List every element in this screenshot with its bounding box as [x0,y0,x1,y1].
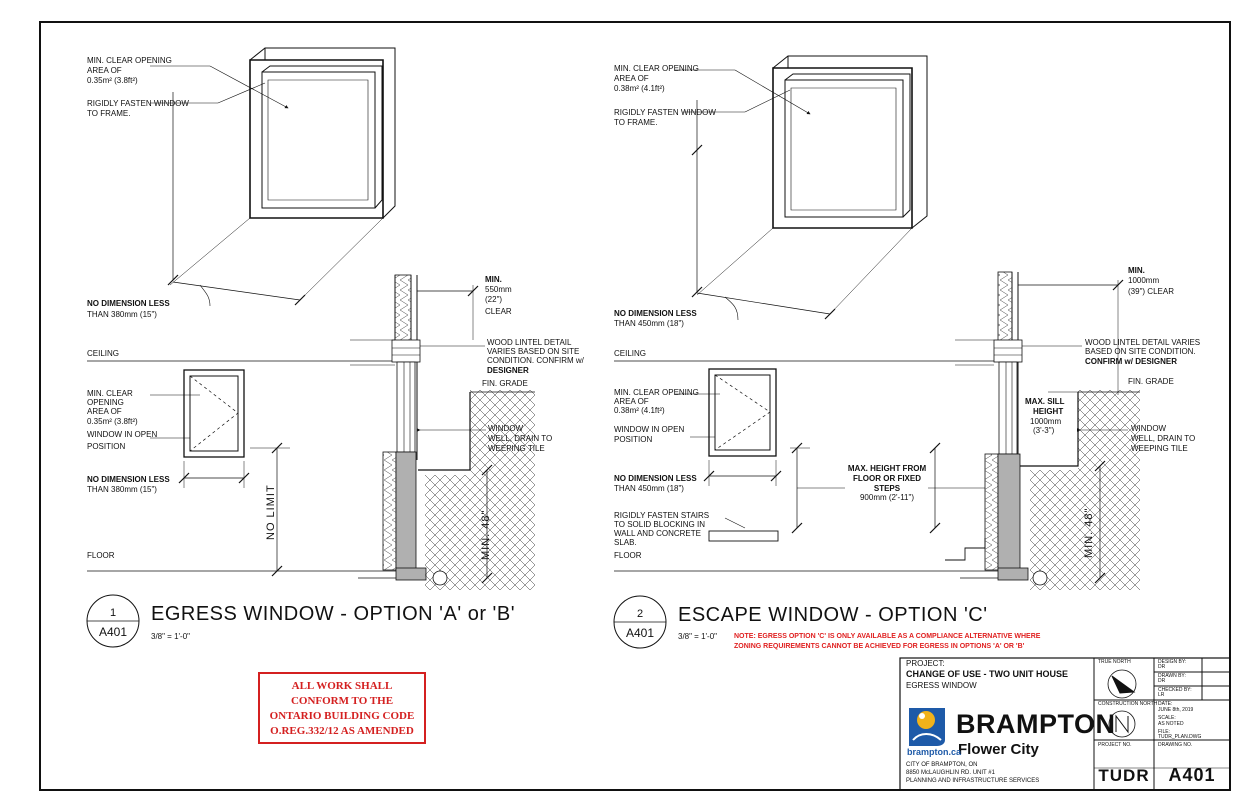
iso-note-a-3: 0.35m² (3.8ft²) [87,76,138,85]
elev-note-a-4: 0.35m² (3.8ft²) [87,417,138,426]
project-line-1: CHANGE OF USE - TWO UNIT HOUSE [906,669,1068,679]
compliance-notice [258,672,426,744]
well-c-2: WELL, DRAIN TO [1131,434,1196,443]
compliance-line-3: ONTARIO BUILDING CODE [269,710,415,722]
elev-note-c-3: 0.38m² (4.1ft²) [614,406,665,415]
detail-title-a: EGRESS WINDOW - OPTION 'A' or 'B' [151,603,516,625]
iso-note-a-1: MIN. CLEAR OPENING [87,56,172,65]
detail-scale-c: 3/8" = 1'-0" [678,632,718,641]
address-line-3: PLANNING AND INFRASTRUCTURE SERVICES [906,778,1040,784]
tb-label-drawn: DRAWN BY: [1158,673,1186,679]
stairs-note-4: SLAB. [614,538,637,547]
ceiling-label-a: CEILING [87,349,120,358]
no-dim-c-iso-1: NO DIMENSION LESS [614,309,697,318]
iso-note-a-5: TO FRAME. [87,109,131,118]
min-clear-c-3: (39") CLEAR [1128,287,1174,296]
no-dim-c-iso-2: THAN 450mm (18") [614,319,684,328]
tb-label-scale: SCALE: [1158,715,1176,721]
elev-note-c-2: AREA OF [614,397,649,406]
iso-note-c-1: MIN. CLEAR OPENING [614,64,699,73]
max-floor-1: MAX. HEIGHT FROM [847,464,927,473]
well-a-1: WINDOW [488,424,524,433]
elev-note-a-6: POSITION [87,442,126,451]
elev-note-a-5: WINDOW IN OPEN [87,430,158,439]
window-iso-c [773,56,927,228]
detail-sheet-c: A401 [625,626,655,640]
min-clear-a-4: CLEAR [485,307,512,316]
detail-number-a: 1 [109,607,117,619]
detail-a [87,48,585,647]
address-line-1: CITY OF BRAMPTON, ON [906,762,978,768]
no-limit-label: NO LIMIT [265,484,277,540]
no-dim-c-elev-1: NO DIMENSION LESS [614,474,697,483]
stairs-note-1: RIGIDLY FASTEN STAIRS [614,511,710,520]
wall-section-a [350,275,426,580]
no-dim-a-elev-2: THAN 380mm (15") [87,485,157,494]
elev-note-a-3: AREA OF [87,407,122,416]
min-clear-a-1: MIN. [485,275,502,284]
tb-value-drawn: DR [1158,678,1166,684]
tb-value-date: JUNE 8th, 2019 [1158,707,1194,713]
no-dim-c-elev-2: THAN 450mm (18") [614,484,684,493]
max-sill-1: MAX. SILL [1025,397,1065,406]
window-iso-a [250,48,395,218]
brampton-logo [909,708,945,746]
max-sill-3: 1000mm [1030,417,1062,426]
iso-note-a-4: RIGIDLY FASTEN WINDOW [87,99,189,108]
fin-grade-a: FIN. GRADE [482,379,528,388]
iso-note-c-2: AREA OF [614,74,649,83]
window-elevation-c [709,369,776,456]
lintel-c-3: CONFIRM w/ DESIGNER [1085,357,1178,366]
lintel-c-1: WOOD LINTEL DETAIL VARIES [1085,338,1201,347]
tb-label-drawing-no: DRAWING NO. [1158,742,1193,748]
compliance-line-4: O.REG.332/12 AS AMENDED [270,725,414,737]
tb-label-design: DESIGN BY: [1158,659,1187,665]
option-c-note-1: NOTE: EGRESS OPTION 'C' IS ONLY AVAILABLE AS A COMPLIANCE ALTERNATIVE WHERE [734,633,1041,640]
detail-c [614,56,1200,650]
elev-note-a-2: OPENING [87,398,124,407]
min-clear-a-2: 550mm [485,285,512,294]
tb-value-scale: AS NOTED [1158,721,1184,727]
fin-grade-c: FIN. GRADE [1128,377,1174,386]
elev-note-c-5: POSITION [614,435,653,444]
well-c-1: WINDOW [1131,424,1167,433]
option-c-note-2: ZONING REQUIREMENTS CANNOT BE ACHIEVED FOR EGRESS IN OPTIONS 'A' OR 'B' [734,643,1025,650]
elev-note-c-4: WINDOW IN OPEN [614,425,685,434]
well-a-2: WELL, DRAIN TO [488,434,553,443]
no-dim-a-elev-1: NO DIMENSION LESS [87,475,170,484]
max-sill-2: HEIGHT [1033,407,1064,416]
tb-label-construction-north: CONSTRUCTION NORTH [1098,701,1158,707]
lintel-a-3: CONDITION. CONFIRM w/ [487,356,584,365]
floor-label-c: FLOOR [614,551,642,560]
lintel-a-4: DESIGNER [487,366,529,375]
tb-value-design: DR [1158,664,1166,670]
detail-sheet-a: A401 [98,625,128,639]
compliance-line-1: ALL WORK SHALL [291,680,393,692]
brand-tagline: Flower City [958,741,1039,758]
window-elevation-a [184,370,244,457]
elev-note-c-1: MIN. CLEAR OPENING [614,388,699,397]
iso-note-c-4: RIGIDLY FASTEN WINDOW [614,108,716,117]
tb-label-date: DATE: [1158,701,1173,707]
tb-value-file: TUDR_PLAN.DWG [1158,734,1202,740]
lintel-a-1: WOOD LINTEL DETAIL [487,338,572,347]
tb-value-checked: LR [1158,692,1165,698]
lintel-c-2: BASED ON SITE CONDITION. [1085,347,1196,356]
max-sill-4: (3'-3") [1033,426,1055,435]
stairs-note-2: TO SOLID BLOCKING IN [614,520,705,529]
tb-label-true-north: TRUE NORTH [1098,659,1131,665]
drawing-number: A401 [1168,765,1216,785]
iso-note-c-5: TO FRAME. [614,118,658,127]
max-floor-2: FLOOR OR FIXED [853,474,921,483]
brand-url: brampton.ca [907,747,962,757]
min-48-a: MIN. 48" [480,509,492,560]
tb-label-project-no: PROJECT NO. [1098,742,1132,748]
iso-note-a-2: AREA OF [87,66,122,75]
well-a-3: WEEPING TILE [488,444,545,453]
floor-label-a: FLOOR [87,551,115,560]
elev-note-a-1: MIN. CLEAR [87,389,133,398]
tb-label-checked: CHECKED BY: [1158,687,1192,693]
iso-note-c-3: 0.38m² (4.1ft²) [614,84,665,93]
no-dim-a-iso-2: THAN 380mm (15") [87,310,157,319]
min-48-c: MIN. 48" [1083,507,1095,558]
max-floor-3: STEPS [873,484,901,493]
wall-section-c [955,272,1028,580]
detail-title-c: ESCAPE WINDOW - OPTION 'C' [678,604,988,626]
min-clear-c-1: MIN. [1128,266,1145,275]
ceiling-label-c: CEILING [614,349,647,358]
min-clear-c-2: 1000mm [1128,276,1160,285]
detail-scale-a: 3/8" = 1'-0" [151,632,191,641]
min-clear-a-3: (22") [485,295,503,304]
stairs-note-3: WALL AND CONCRETE [614,529,701,538]
compliance-line-2: CONFORM TO THE [290,695,394,707]
max-floor-4: 900mm (2'-11") [859,493,915,502]
address-line-2: 8850 McLAUGHLIN RD. UNIT #1 [906,770,995,776]
lintel-a-2: VARIES BASED ON SITE [487,347,580,356]
brand-name: BRAMPTON [956,709,1116,739]
project-line-2: EGRESS WINDOW [906,681,977,690]
project-label: PROJECT: [906,659,945,668]
project-number: TUDR [1098,766,1150,785]
detail-number-c: 2 [636,608,644,620]
no-dim-a-iso-1: NO DIMENSION LESS [87,299,170,308]
well-c-3: WEEPING TILE [1131,444,1188,453]
tb-label-file: FILE: [1158,729,1170,735]
